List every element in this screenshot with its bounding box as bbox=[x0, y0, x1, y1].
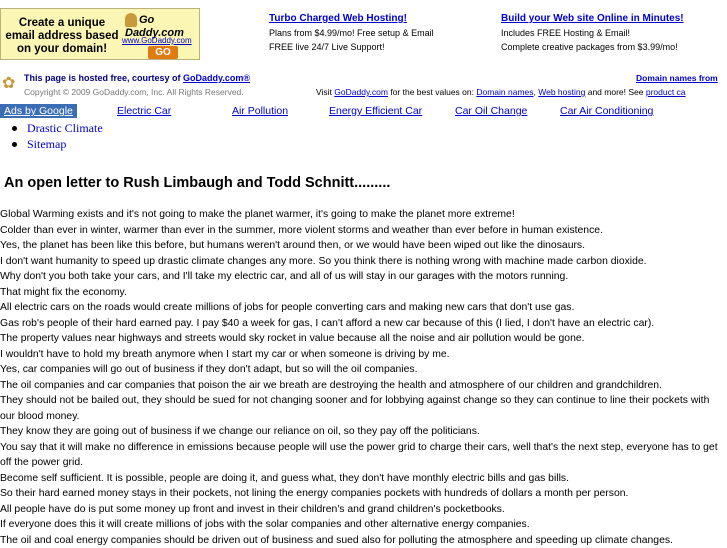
article-paragraph: The property values near highways and streets would sky rocket in value because all the noise and air pollution would be gone. bbox=[0, 331, 727, 347]
nav-link-drastic-climate[interactable]: Drastic Climate bbox=[27, 121, 103, 135]
google-ads-bar bbox=[0, 104, 727, 118]
promo-website-link[interactable]: Build your Web site Online in Minutes! bbox=[501, 12, 727, 26]
visit-godaddy-link[interactable]: GoDaddy.com bbox=[334, 87, 388, 97]
visit-domain-names-link[interactable]: Domain names bbox=[476, 87, 533, 97]
hosted-godaddy-link[interactable]: GoDaddy.com® bbox=[183, 73, 250, 83]
promo-hosting bbox=[269, 12, 469, 54]
list-item bbox=[0, 136, 103, 152]
article-paragraph: Yes, car companies will go out of business if they don't adapt, but so will the oil companies. bbox=[0, 362, 727, 378]
ad-link-energy-efficient-car[interactable]: Energy Efficient Car bbox=[329, 104, 422, 118]
article-paragraph: Yes, the planet has been like this before, but humans weren't around then, or we would have been wiped out like the dinosaurs. bbox=[0, 238, 727, 254]
article-paragraph: The oil companies and car companies that poison the air we breath are destroying the health and atmosphere of our children and grandchildren. bbox=[0, 378, 727, 394]
article-paragraph: Gas rob's people of their hard earned pay. I pay $40 a week for gas, I can't afford a new car because of this (I lied, I don't have an electric car). bbox=[0, 316, 727, 332]
article-paragraph: Global Warming exists and it's not going to make the planet warmer, it's going to make the planet more extreme! bbox=[0, 207, 727, 223]
list-item bbox=[0, 120, 103, 136]
banner-go-button[interactable]: GO bbox=[148, 46, 178, 59]
promo-website-builder bbox=[501, 12, 727, 54]
godaddy-banner-ad[interactable] bbox=[0, 8, 200, 60]
copyright-text: Copyright © 2009 GoDaddy.com, Inc. All Rights Reserved. bbox=[24, 87, 244, 97]
article-paragraph: I don't want humanity to speed up drastic climate changes any more. So you think there is nothing wrong with machine made carbon dioxide. bbox=[0, 254, 727, 270]
hosted-by-bar bbox=[0, 70, 727, 100]
godaddy-dog-icon bbox=[125, 13, 137, 27]
promo-hosting-line2: FREE live 24/7 Live Support! bbox=[269, 40, 469, 54]
nav-link-sitemap[interactable]: Sitemap bbox=[27, 137, 66, 151]
ad-link-air-pollution[interactable]: Air Pollution bbox=[232, 104, 288, 118]
article-paragraph: They should not be bailed out, they should be sued for not changing sooner and for lobbying against change so they can continue to line their pockets with our blood money. bbox=[0, 393, 727, 424]
article-paragraph: All people have do is put some money up front and invest in their children's and grand children's pocketbooks. bbox=[0, 502, 727, 518]
article-paragraph: Become self sufficient. It is possible, people are doing it, and guess what, they don't have monthly electric bills and gas bills. bbox=[0, 471, 727, 487]
ad-link-car-oil-change[interactable]: Car Oil Change bbox=[455, 104, 527, 118]
promo-hosting-line1: Plans from $4.99/mo! Free setup & Email bbox=[269, 26, 469, 40]
article-paragraph: They know they are going out of business if we change our reliance on oil, so they pay off the politicians. bbox=[0, 424, 727, 440]
promo-website-line1: Includes FREE Hosting & Email! bbox=[501, 26, 727, 40]
ad-link-electric-car[interactable]: Electric Car bbox=[117, 104, 171, 118]
article-paragraph: All electric cars on the roads would create millions of jobs for people converting cars and making new cars that don't use gas. bbox=[0, 300, 727, 316]
promo-website-line2: Complete creative packages from $3.99/mo! bbox=[501, 40, 727, 54]
ads-by-google-label[interactable]: Ads by Google bbox=[0, 104, 77, 118]
article-paragraph: I wouldn't have to hold my breath anymore when I start my car or when someone is driving by me. bbox=[0, 347, 727, 363]
visit-web-hosting-link[interactable]: Web hosting bbox=[538, 87, 585, 97]
domain-names-link[interactable]: Domain names from bbox=[636, 73, 718, 83]
article-paragraph: The oil and coal energy companies should be driven out of business and sued also for polluting the atmosphere and speeding up climate changes. bbox=[0, 533, 727, 548]
visit-godaddy-text: Visit GoDaddy.com for the best values on: Domain names, Web hosting and more! See product ca bbox=[316, 87, 686, 97]
article-paragraph: If everyone does this it will create millions of jobs with the solar companies and other alternative energy companies. bbox=[0, 517, 727, 533]
godaddy-mascot-icon: ✿ bbox=[2, 72, 16, 96]
banner-text: Create a unique email address based on your domain! bbox=[5, 17, 119, 56]
banner-url[interactable]: www.GoDaddy.com bbox=[122, 36, 192, 45]
visit-product-catalog-link[interactable]: product ca bbox=[646, 87, 686, 97]
promo-hosting-link[interactable]: Turbo Charged Web Hosting! bbox=[269, 12, 469, 26]
article-paragraph: Why don't you both take your cars, and I'll take my electric car, and all of us will stay in our garages with the motors running. bbox=[0, 269, 727, 285]
ad-link-car-air-conditioning[interactable]: Car Air Conditioning bbox=[560, 104, 653, 118]
article-paragraph: You say that it will make no difference in emissions because people will use the power grid to charge their cars, well that's the next step, everyone has to get off the power grid. bbox=[0, 440, 727, 471]
site-nav-list bbox=[0, 120, 103, 152]
article-paragraph: That might fix the economy. bbox=[0, 285, 727, 301]
hosted-notice: This page is hosted free, courtesy of GoDaddy.com® bbox=[24, 73, 250, 83]
article-title: An open letter to Rush Limbaugh and Todd Schnitt......... bbox=[4, 175, 390, 191]
article-paragraph: So their hard earned money stays in their pockets, not lining the energy companies pockets with hundreds of dollars a month per person. bbox=[0, 486, 727, 502]
article-body bbox=[0, 207, 727, 548]
godaddy-logo: Go Daddy.com bbox=[125, 13, 197, 35]
article-paragraph: Colder than ever in winter, warmer than ever in the summer, more violent storms and weather than ever before in human existence. bbox=[0, 223, 727, 239]
